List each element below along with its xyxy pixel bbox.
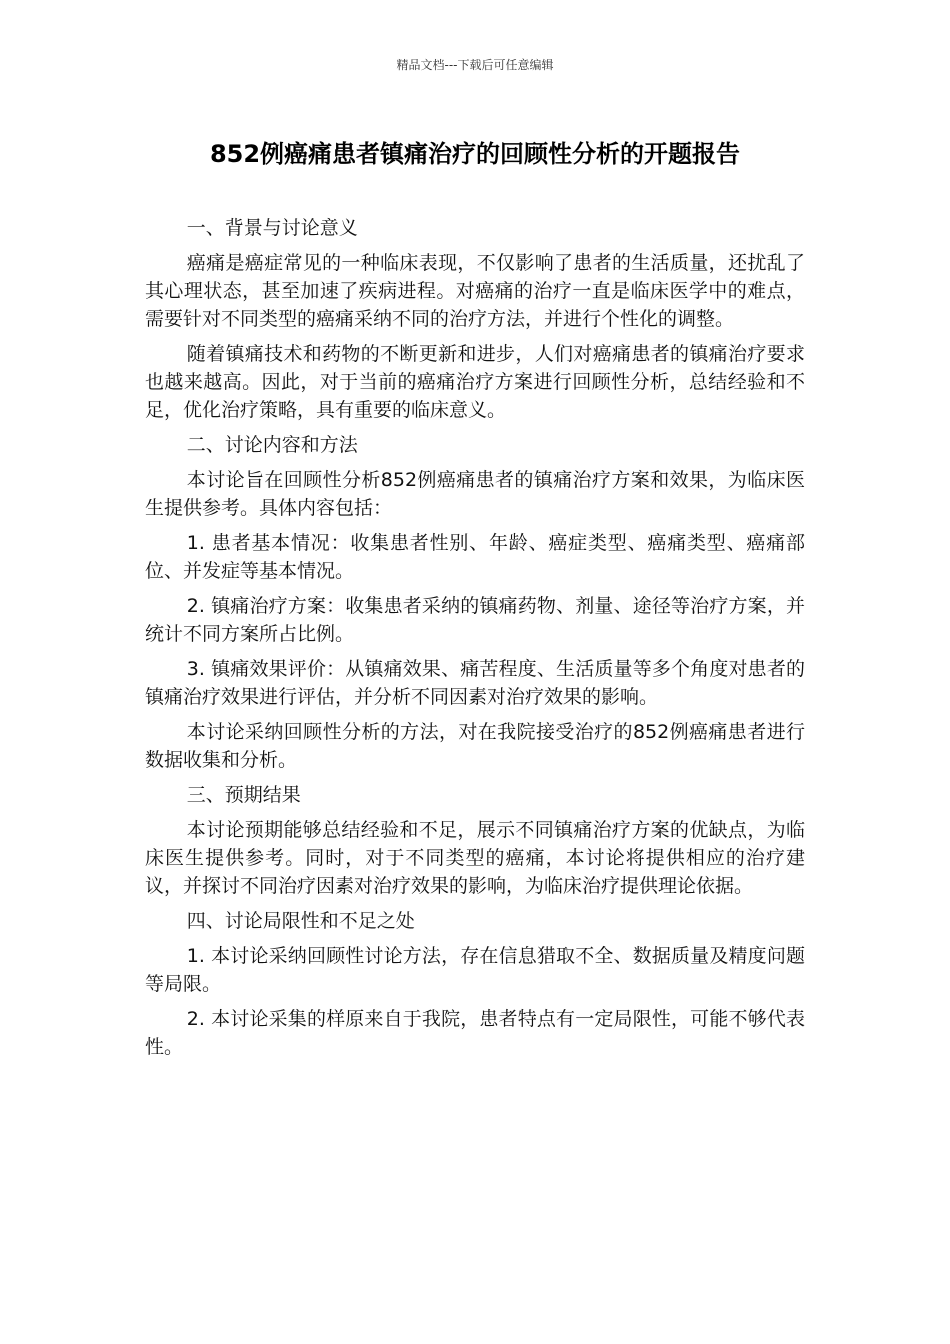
section-heading-content-methods: 二、讨论内容和方法 (186, 434, 358, 456)
list-item: 2. 本讨论采集的样原来自于我院，患者特点有一定局限性，可能不够代表性。 (145, 1008, 805, 1058)
paragraph: 癌痛是癌症常见的一种临床表现，不仅影响了患者的生活质量，还扰乱了其心理状态，甚至加速了疾病进程。对癌痛的治疗一直是临床医学中的难点，需要针对不同类型的癌痛采纳不同的治疗方法，并进行个性化的调整。 (145, 252, 805, 330)
section-heading-limitations: 四、讨论局限性和不足之处 (186, 910, 415, 932)
list-item: 3. 镇痛效果评价：从镇痛效果、痛苦程度、生活质量等多个角度对患者的镇痛治疗效果进行评估，并分析不同因素对治疗效果的影响。 (145, 658, 805, 708)
list-item: 1. 本讨论采纳回顾性讨论方法，存在信息猎取不全、数据质量及精度问题等局限。 (145, 945, 805, 995)
list-item: 2. 镇痛治疗方案：收集患者采纳的镇痛药物、剂量、途径等治疗方案，并统计不同方案所占比例。 (145, 595, 805, 645)
paragraph: 本讨论采纳回顾性分析的方法，对在我院接受治疗的852例癌痛患者进行数据收集和分析。 (145, 721, 805, 771)
paragraph: 随着镇痛技术和药物的不断更新和进步，人们对癌痛患者的镇痛治疗要求也越来越高。因此，对于当前的癌痛治疗方案进行回顾性分析，总结经验和不足，优化治疗策略，具有重要的临床意义。 (145, 343, 805, 421)
paragraph: 本讨论预期能够总结经验和不足，展示不同镇痛治疗方案的优缺点，为临床医生提供参考。同时，对于不同类型的癌痛，本讨论将提供相应的治疗建议，并探讨不同治疗因素对治疗效果的影响，为临床治疗提供理论依据。 (145, 819, 805, 897)
paragraph: 本讨论旨在回顾性分析852例癌痛患者的镇痛治疗方案和效果，为临床医生提供参考。具体内容包括： (145, 469, 805, 519)
document-title: 852例癌痛患者镇痛治疗的回顾性分析的开题报告 (209, 140, 741, 168)
document-body (145, 214, 805, 1068)
section-heading-expected-results: 三、预期结果 (186, 784, 301, 806)
section-heading-background: 一、背景与讨论意义 (186, 217, 358, 239)
list-item: 1. 患者基本情况：收集患者性别、年龄、癌症类型、癌痛类型、癌痛部位、并发症等基本情况。 (145, 532, 805, 582)
page-header-watermark: 精品文档---下载后可任意编辑 (396, 58, 554, 72)
